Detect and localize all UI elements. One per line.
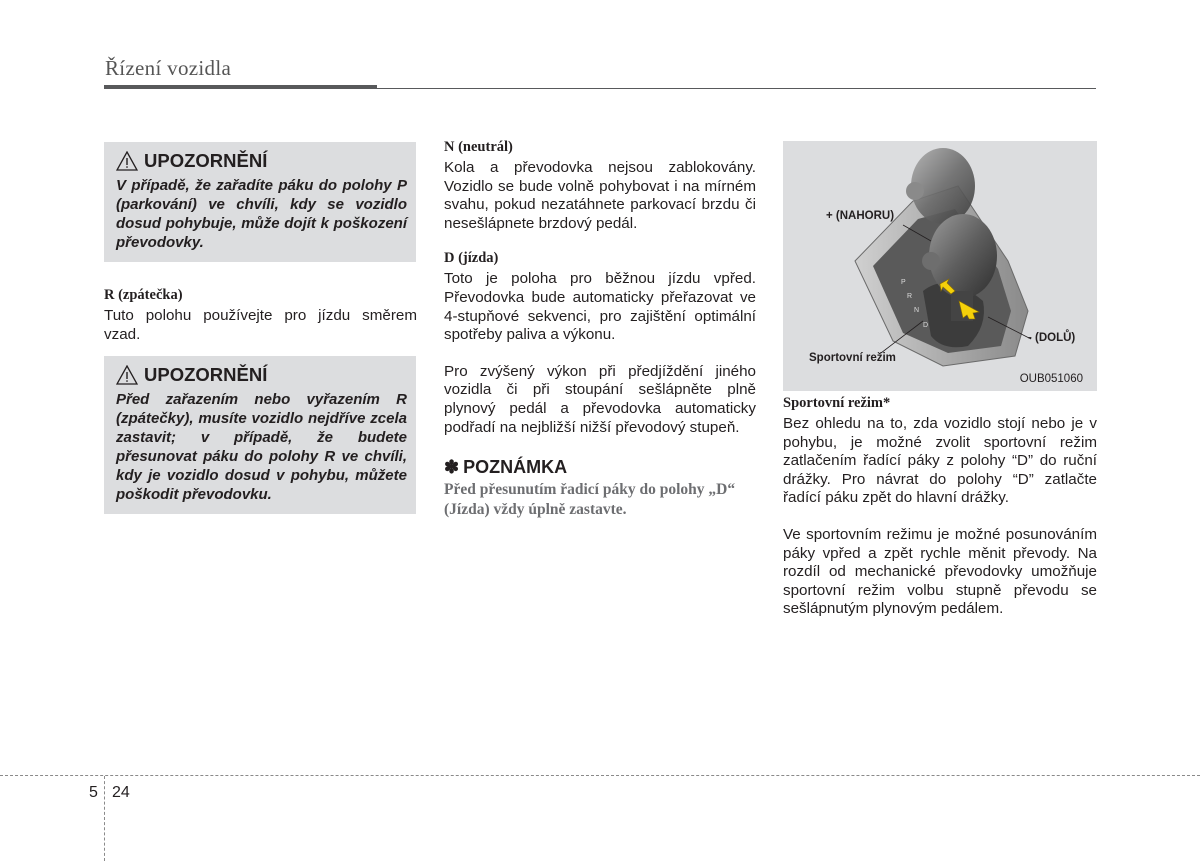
sport-section xyxy=(783,395,1097,619)
neutral-text: Kola a převodovka nejsou zablokovány. Vozidlo se bude volně pohybovat i na mírném svahu, pokud nezatáhnete parkovací brzdu či nesešlápnete brzdový pedál. xyxy=(444,159,756,232)
label-sport: Sportovní režim xyxy=(809,352,896,364)
warning-box-park xyxy=(104,142,416,262)
reverse-text: Tuto polohu používejte pro jízdu směrem vzad. xyxy=(104,307,417,343)
neutral-heading: N (neutrál) xyxy=(444,139,513,155)
warning-box-reverse xyxy=(104,356,416,514)
note-title: POZNÁMKA xyxy=(463,457,568,478)
note-heading xyxy=(444,457,756,478)
footer-rule xyxy=(0,775,1200,776)
warning-triangle-icon xyxy=(116,151,138,171)
header-rule-thin xyxy=(377,88,1096,89)
sport-text: Bez ohledu na to, zda vozidlo stojí nebo je v pohybu, je možné zvolit sportovní režim zatlačením řadící páky z polohy “D” do ruční drážky. Pro návrat do polohy “D” zatlačte řadící páku zpět do hlavní drážky. xyxy=(783,415,1097,507)
gate-letter-p: P xyxy=(901,279,906,286)
page-number: 24 xyxy=(112,784,130,801)
warning-title: UPOZORNĚNÍ xyxy=(144,150,268,171)
gear-shifter-figure xyxy=(783,141,1097,391)
gate-letter-d: D xyxy=(923,322,929,329)
footer-vertical-rule xyxy=(104,776,105,861)
reverse-heading: R (zpátečka) xyxy=(104,287,183,303)
reverse-section xyxy=(104,287,417,344)
warning-title: UPOZORNĚNÍ xyxy=(144,364,268,385)
warning-heading xyxy=(116,150,407,172)
note-asterisk-icon: ✽ xyxy=(444,457,460,478)
gate-letter-r: R xyxy=(907,293,913,300)
label-up: + (NAHORU) xyxy=(826,210,895,222)
gate-letter-n: N xyxy=(914,307,920,314)
sport-heading: Sportovní režim* xyxy=(783,395,891,411)
warning-heading xyxy=(116,364,407,386)
header-rule-thick xyxy=(104,85,377,89)
drive-text-2: Pro zvýšený výkon při předjíždění jiného vozidla či při stoupání sešlápněte plně plynový pedál a převodovka automaticky podřadí na nejbližší nižší převodový stupeň. xyxy=(444,362,756,436)
warning-text: Před zařazením nebo vyřazením R (zpátečky), musíte vozidlo nejdříve zcela zastavit; v případě, že budete přesunovat páku do polohy R ve chvíli, kdy je vozidlo dosud v pohybu, můžete poškodit převodovku. xyxy=(116,391,407,503)
sport-text-2: Ve sportovním režimu je možné posunováním páky vpřed a zpět rychle měnit převody. Na rozdíl od mechanické převodovky umožňuje sportovní režim volbu stupně převodu se sešlápnutým plynovým pedálem. xyxy=(783,525,1097,618)
middle-column xyxy=(444,139,756,520)
label-down: - (DOLŮ) xyxy=(1028,332,1076,344)
page-title: Řízení vozidla xyxy=(105,56,232,80)
drive-text: Toto je poloha pro běžnou jízdu vpřed. Převodovka bude automaticky přeřazovat ve 4-stupňové sekvenci, pro zajištění optimální spotřeby paliva a výkonu. xyxy=(444,270,756,344)
warning-triangle-icon xyxy=(116,365,138,385)
drive-heading: D (jízda) xyxy=(444,250,499,267)
figure-code: OUB051060 xyxy=(1019,373,1083,385)
chapter-number: 5 xyxy=(89,784,98,801)
note-text: Před přesunutím řadicí páky do polohy „D“ (Jízda) vždy úplně zastavte. xyxy=(444,481,736,519)
warning-text: V případě, že zařadíte páku do polohy P (parkování) ve chvíli, kdy se vozidlo dosud pohybuje, může dojít k poškození převodovky. xyxy=(116,177,407,251)
